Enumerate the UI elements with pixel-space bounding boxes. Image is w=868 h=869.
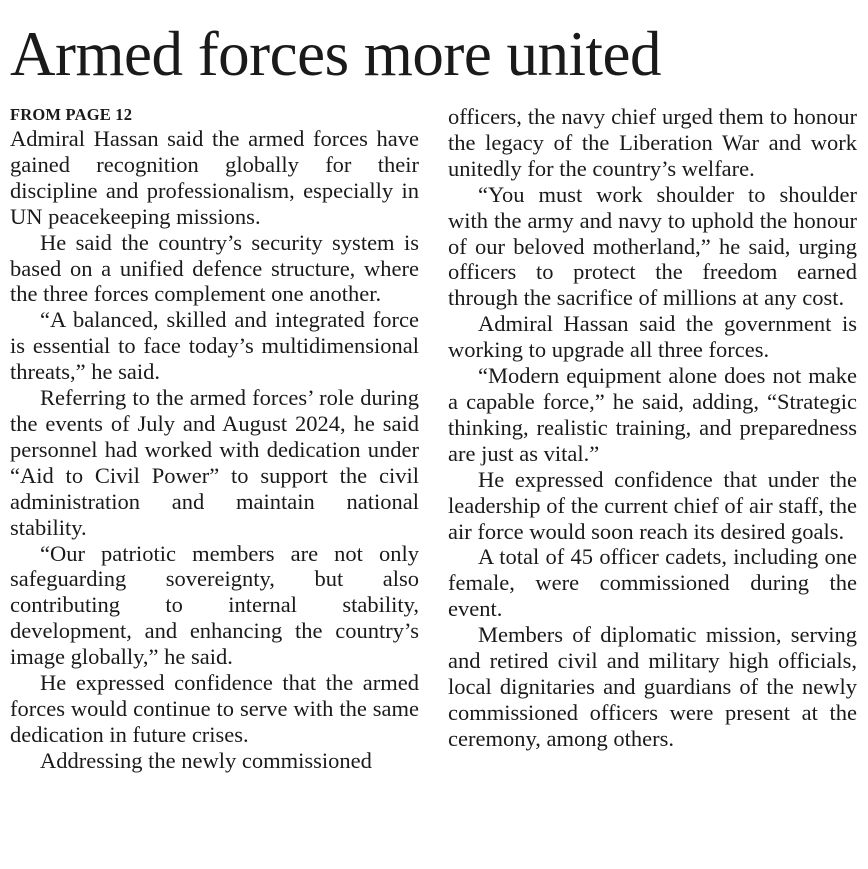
paragraph: Admiral Hassan said the government is working to upgrade all three forces. bbox=[448, 311, 857, 363]
paragraph: “You must work shoulder to shoulder with the army and navy to uphold the honour of our beloved motherland,” he said, urging officers to protect the freedom earned through the sacrifice of millions at any cost. bbox=[448, 181, 857, 311]
paragraph: officers, the navy chief urged them to honour the legacy of the Liberation War and work unitedly for the country’s welfare. bbox=[448, 104, 857, 181]
paragraph: Members of diplomatic mission, serving and retired civil and military high officials, local dignitaries and guardians of the newly commissioned officers were present at the ceremony, among others. bbox=[448, 622, 857, 751]
paragraph: Addressing the newly commissioned bbox=[40, 747, 372, 773]
right-column bbox=[448, 104, 857, 752]
headline: Armed forces more united bbox=[10, 19, 662, 89]
paragraph: He said the country’s security system is based on a unified defence structure, where the three forces complement one another. bbox=[10, 229, 419, 307]
paragraph: “Modern equipment alone does not make a capable force,” he said, adding, “Strategic thinking, realistic training, and preparedness are just as vital.” bbox=[448, 363, 857, 466]
paragraph: “A balanced, skilled and integrated force is essential to face today’s multidimensional threats,” he said. bbox=[10, 307, 419, 385]
paragraph: A total of 45 officer cadets, including one female, were commissioned during the event. bbox=[448, 544, 857, 622]
paragraph: “Our patriotic members are not only safeguarding sovereignty, but also contributing to internal stability, development, and enhancing the country’s image globally,” he said. bbox=[10, 540, 419, 670]
paragraph: He expressed confidence that the armed forces would continue to serve with the same dedication in future crises. bbox=[10, 670, 419, 747]
left-column bbox=[10, 104, 419, 774]
paragraph: Admiral Hassan said the armed forces have gained recognition globally for their discipline and professionalism, especially in UN peacekeeping missions. bbox=[10, 126, 419, 229]
paragraph: Referring to the armed forces’ role during the events of July and August 2024, he said personnel had worked with dedication under “Aid to Civil Power” to support the civil administration and maintain national stability. bbox=[10, 385, 419, 540]
kicker: FROM PAGE 12 bbox=[10, 105, 133, 124]
paragraph: He expressed confidence that under the leadership of the current chief of air staff, the air force would soon reach its desired goals. bbox=[448, 466, 857, 544]
